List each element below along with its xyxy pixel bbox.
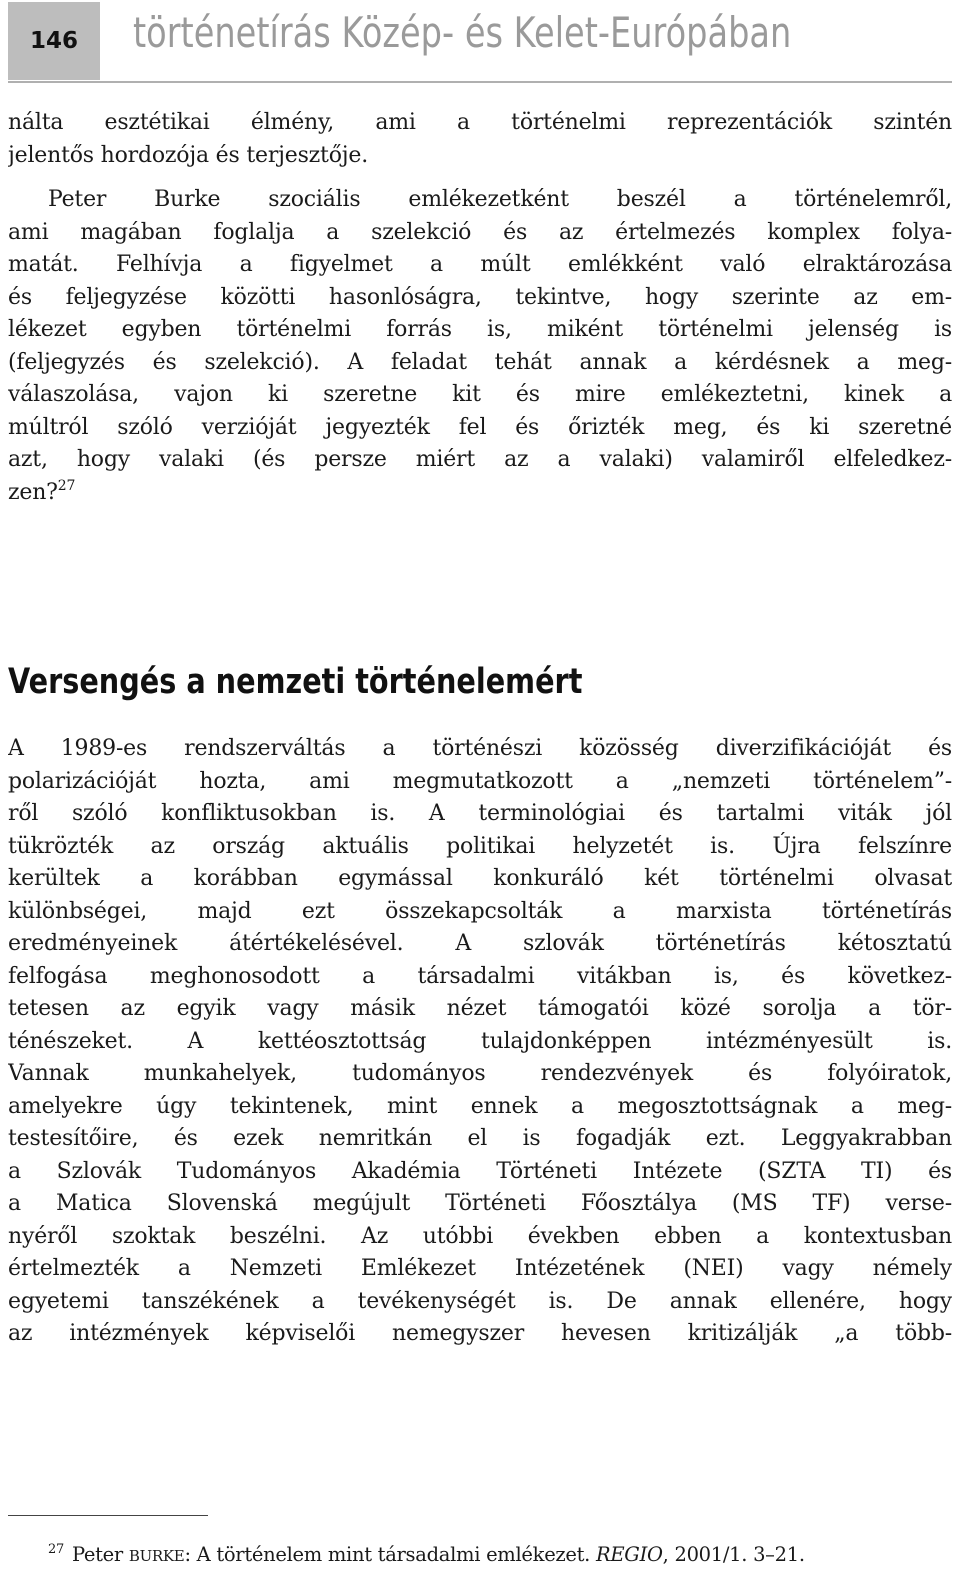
text-line: múltról szóló verzióját jegyezték fel és őrizték meg, és ki szeretné [8,414,952,440]
footnote-reference[interactable]: 27 [57,477,76,494]
text-line: felfogása meghonosodott a társadalmi vitákban is, és következ- [8,963,952,989]
section-heading: Versengés a nemzeti történelemért [8,662,583,702]
text-line: a Matica Slovenská megújult Történeti Főosztálya (MS TF) verse- [8,1191,952,1216]
text-line: válaszolása, vajon ki szeretne kit és mire emlékeztetni, kinek a [8,382,952,407]
text-line: ről szóló konfliktusokban is. A terminológiai és tartalmi viták jól [8,801,952,826]
header-divider [8,81,952,83]
text-line: ami magában foglalja a szelekció és az értelmezés komplex folya- [8,219,952,245]
footnote-citation: , 2001/1. 3–21. [662,1543,805,1566]
text-line: jelentős hordozója és terjesztője. [8,142,368,168]
footnote-number: 27 [48,1542,64,1557]
text-line: tetesen az egyik vagy másik nézet támogatói közé sorolja a tör- [8,996,952,1021]
text-line: polarizációját hozta, ami megmutatkozott a „nemzeti történelem”- [8,768,952,794]
page-header [0,0,960,82]
text-line: különbségei, majd ezt összekapcsolták a marxista történetírás [8,898,952,924]
text-line: Vannak munkahelyek, tudományos rendezvények és folyóiratok, [8,1061,952,1086]
text-line: egyetemi tanszékének a tevékenységét is. De annak ellenére, hogy [8,1288,952,1314]
text-line: nyéről szoktak beszélni. Az utóbbi években ebben a kontextusban [8,1223,952,1249]
text-line: lékezet egyben történelmi forrás is, miként történelmi jelenség is [8,317,952,342]
text-line: az intézmények képviselői nemegyszer hevesen kritizálják „a több- [8,1321,952,1346]
text-line: kerültek a korábban egymással konkuráló két történelmi olvasat [8,866,952,891]
paragraph-section-body [8,733,952,1351]
text-line: A 1989-es rendszerváltás a történészi közösség diverzifikációját és [8,736,952,761]
text-line: a Szlovák Tudományos Akadémia Történeti Intézete (SZTA TI) és [8,1158,952,1184]
text-line: Peter Burke szociális emlékezetként beszél a történelemről, [48,187,952,212]
text-line: azt, hogy valaki (és persze miért az a valaki) valamiről elfeledkez- [8,447,952,472]
text-line: eredményeinek átértékelésével. A szlovák történetírás kétosztatú [8,931,952,956]
text-line: testesítőire, és ezek nemritkán el is fogadják ezt. Leggyakrabban [8,1126,952,1151]
text-line: értelmezték a Nemzeti Emlékezet Intézetének (NEI) vagy némely [8,1256,952,1281]
paragraph-continuation [8,107,952,172]
paragraph-burke [8,184,952,509]
footnote-author-first: Peter [71,1543,129,1566]
footnote-author-last: BURKE [128,1547,185,1565]
footnote-title: : A történelem mint társadalmi emlékezet. [184,1543,596,1566]
text-line: (feljegyzés és szelekció). A feladat tehát annak a kérdésnek a meg- [8,349,952,375]
running-title: történetírás Közép- és Kelet-Európában [133,8,792,57]
text-line: ténészeket. A kettéosztottság tulajdonképpen intézményesült is. [8,1028,952,1054]
text-line: zen? [8,479,58,505]
text-line: tükrözték az ország aktuális politikai helyzetét is. Újra felszínre [8,833,952,859]
text-line: és feljegyzése közötti hasonlóságra, tekintve, hogy szerinte az em- [8,284,952,310]
text-line-final [8,477,952,510]
page-number: 146 [8,2,100,80]
footnote-journal: REGIO [595,1543,663,1566]
text-line: nálta esztétikai élmény, ami a történelmi reprezentációk szintén [8,110,952,135]
footnote-divider [8,1515,208,1516]
footnote [48,1541,805,1570]
text-line: amelyekre úgy tekintenek, mint ennek a megosztottságnak a meg- [8,1093,952,1119]
text-line: matát. Felhívja a figyelmet a múlt emlékként való elraktározása [8,252,952,277]
